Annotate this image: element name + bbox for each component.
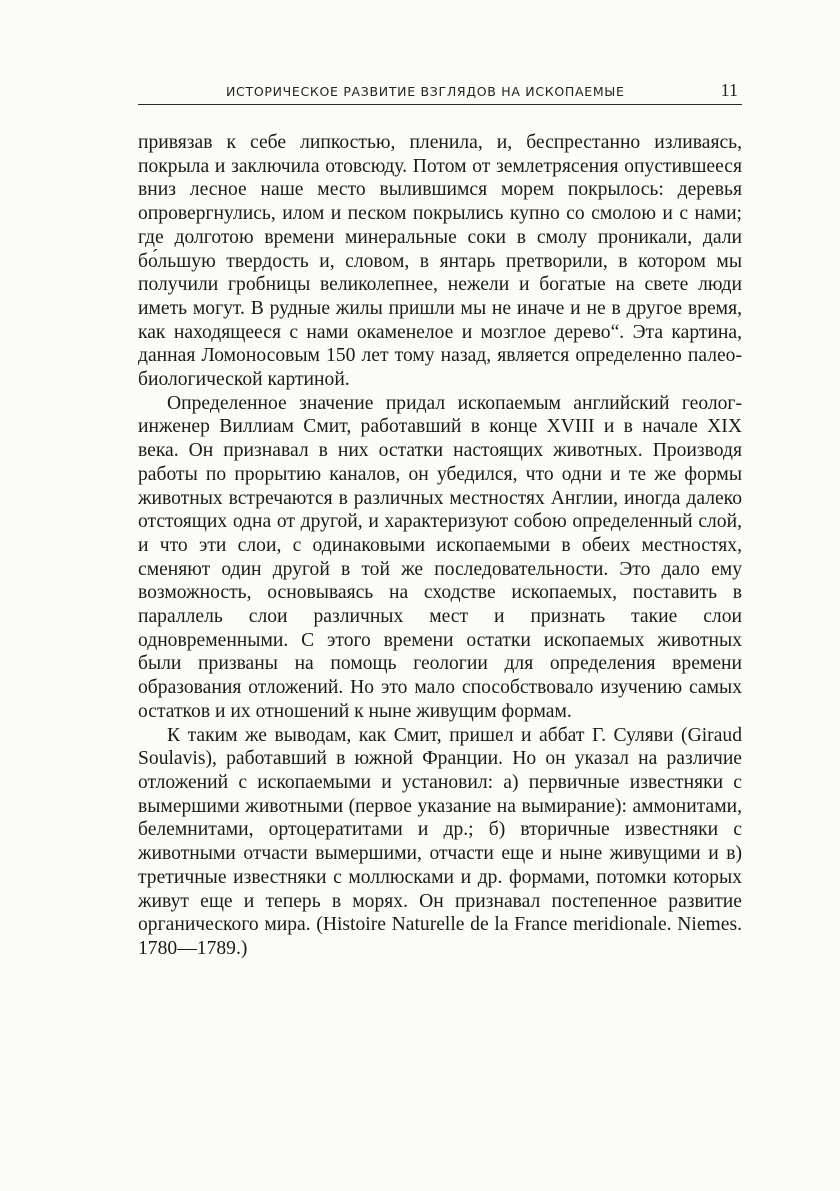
page-header: [138, 80, 742, 105]
running-title: ИСТОРИЧЕСКОЕ РАЗВИТИЕ ВЗГЛЯДОВ НА ИСКОПАЕМЫЕ: [226, 84, 625, 99]
body-text: [138, 131, 742, 961]
paragraph-soulavis: К таким же выводам, как Смит, пришел и аббат Г. Суляви (Giraud Soulavis), работавший в южной Франции. Но он указал на различие отложений с ископаемыми и установил: а) первичные известняки с вымершими животными (первое указание на вымирание): аммонитами, белемнитами, ортоцератитами и др.; б) вторичные известняки с животными отчасти вымершими, отчасти еще и ныне живущими и в) третичные известняки с моллюсками и др. формами, потомки которых живут еще и теперь в морях. Он признавал постепенное развитие органического мира. (Histoire Naturelle de la France meridionale. Niemes. 1780—1789.): [138, 724, 742, 959]
paragraph-william-smith: Определенное значение придал ископаемым английский геолог-инженер Виллиам Смит, работавший в конце XVIII и в начале XIX века. Он признавал в них остатки настоящих животных. Производя работы по прорытию каналов, он убедился, что одни и те же формы животных встречаются в различных местностях Англии, иногда далеко отстоящих одна от другой, и характеризуют собою определенный слой, и что эти слои, с одинаковыми ископаемыми в обеих местностях, сменяют один другой в той же последовательности. Это дало ему возможность, основываясь на сходстве ископаемых, поставить в параллель слои различных мест и признать такие слои одновременными. С этого времени остатки ископаемых животных были призваны на помощь геологии для определения времени образования отложений. Но это мало способствовало изучению самых остатков и их отношений к ныне живущим формам.: [138, 392, 742, 722]
paragraph-lomonosov-continuation: привязав к себе липкостью, пленила, и, беспрестанно изливаясь, покрыла и заключила отовсюду. Потом от землетрясения опустившееся вниз лесное наше место вылившимся морем покрылось: деревья опровергнулись, илом и песком покрылись купно со смолою и с нами; где долготою времени минеральные соки в смолу проникали, дали бо́льшую твердость и, словом, в янтарь претворили, в котором мы получили гробницы великолепнее, нежели и богатые на свете люди иметь могут. В рудные жилы пришли мы не иначе и не в другое время, как находящееся с нами окаменелое и мозглое дерево“. Эта картина, данная Ломоносовым 150 лет тому назад, является определенно палео-биологической картиной.: [138, 132, 742, 391]
page-number: 11: [720, 80, 738, 100]
